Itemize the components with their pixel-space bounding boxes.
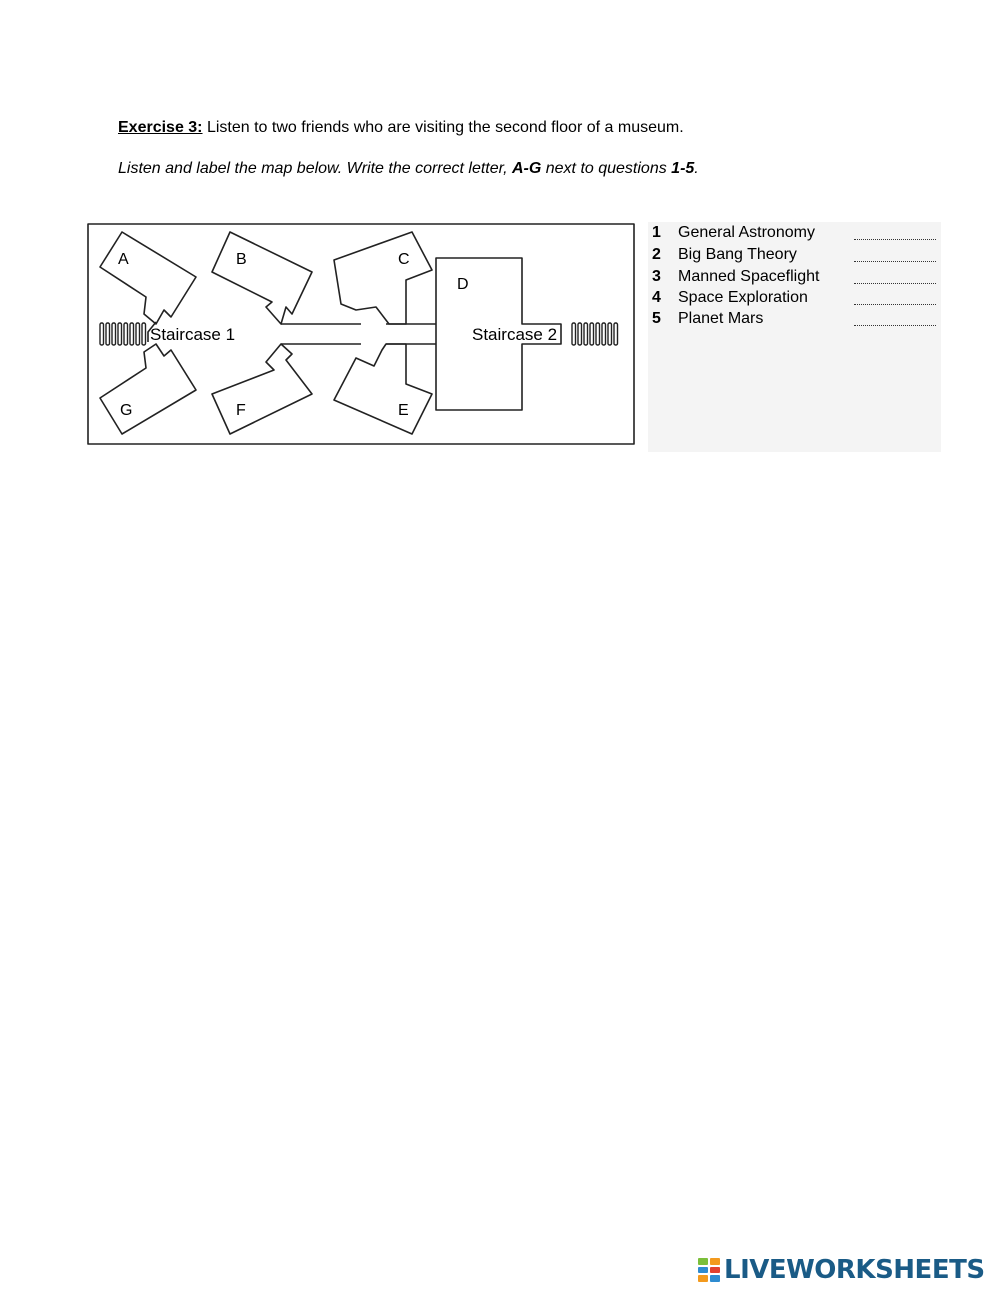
- room-label-a: A: [118, 251, 129, 268]
- instruction-text-2: next to questions: [541, 160, 672, 177]
- room-label-b: B: [236, 251, 247, 268]
- question-number: 2: [652, 246, 661, 263]
- room-label-g: G: [120, 402, 133, 419]
- room-c-walls: [334, 232, 432, 324]
- question-number: 1: [652, 224, 661, 241]
- room-e-walls: [334, 344, 432, 434]
- answer-field-1[interactable]: [854, 239, 936, 240]
- question-number: 3: [652, 268, 661, 285]
- answer-field-5[interactable]: [854, 325, 936, 326]
- exercise-heading: [118, 119, 684, 137]
- room-label-e: E: [398, 402, 409, 419]
- instruction-text: Listen and label the map below. Write the correct letter,: [118, 160, 512, 177]
- question-label: Planet Mars: [678, 310, 764, 327]
- exercise-title: Exercise 3:: [118, 119, 203, 136]
- exercise-intro: Listen to two friends who are visiting the second floor of a museum.: [206, 119, 684, 136]
- question-number: 4: [652, 289, 661, 306]
- room-f-walls: [212, 344, 312, 434]
- question-row: [648, 289, 941, 310]
- answer-field-4[interactable]: [854, 304, 936, 305]
- answer-field-2[interactable]: [854, 261, 936, 262]
- question-label: General Astronomy: [678, 224, 815, 241]
- instruction-question-range: 1-5: [671, 160, 695, 177]
- room-label-d: D: [457, 276, 469, 293]
- question-label: Manned Spaceflight: [678, 268, 820, 285]
- staircase-2-label: Staircase 2: [472, 325, 558, 344]
- brand-name: LIVEWORKSHEETS: [724, 1255, 985, 1285]
- staircase-1-steps: [100, 323, 146, 345]
- liveworksheets-icon: [698, 1258, 720, 1282]
- room-b-walls: [212, 232, 312, 324]
- room-g-walls: [100, 344, 196, 434]
- question-row: [648, 310, 941, 331]
- question-row: [648, 224, 941, 245]
- question-label: Big Bang Theory: [678, 246, 797, 263]
- liveworksheets-logo: [698, 1256, 985, 1284]
- question-row: [648, 268, 941, 289]
- instruction-letter-range: A-G: [511, 160, 542, 177]
- question-list: [648, 222, 941, 452]
- exercise-instruction: [118, 160, 699, 178]
- room-a-walls: [100, 232, 196, 324]
- map-drawing: [86, 222, 638, 448]
- staircase-1-label: Staircase 1: [150, 325, 236, 344]
- corridor-wall: [386, 324, 436, 344]
- museum-floor-map: [86, 222, 638, 448]
- room-label-c: C: [398, 251, 410, 268]
- instruction-end: .: [694, 160, 699, 177]
- question-number: 5: [652, 310, 661, 327]
- question-row: [648, 246, 941, 267]
- question-label: Space Exploration: [678, 289, 808, 306]
- answer-field-3[interactable]: [854, 283, 936, 284]
- room-label-f: F: [236, 402, 246, 419]
- corridor-wall: [281, 324, 361, 344]
- staircase-2-steps: [572, 323, 618, 345]
